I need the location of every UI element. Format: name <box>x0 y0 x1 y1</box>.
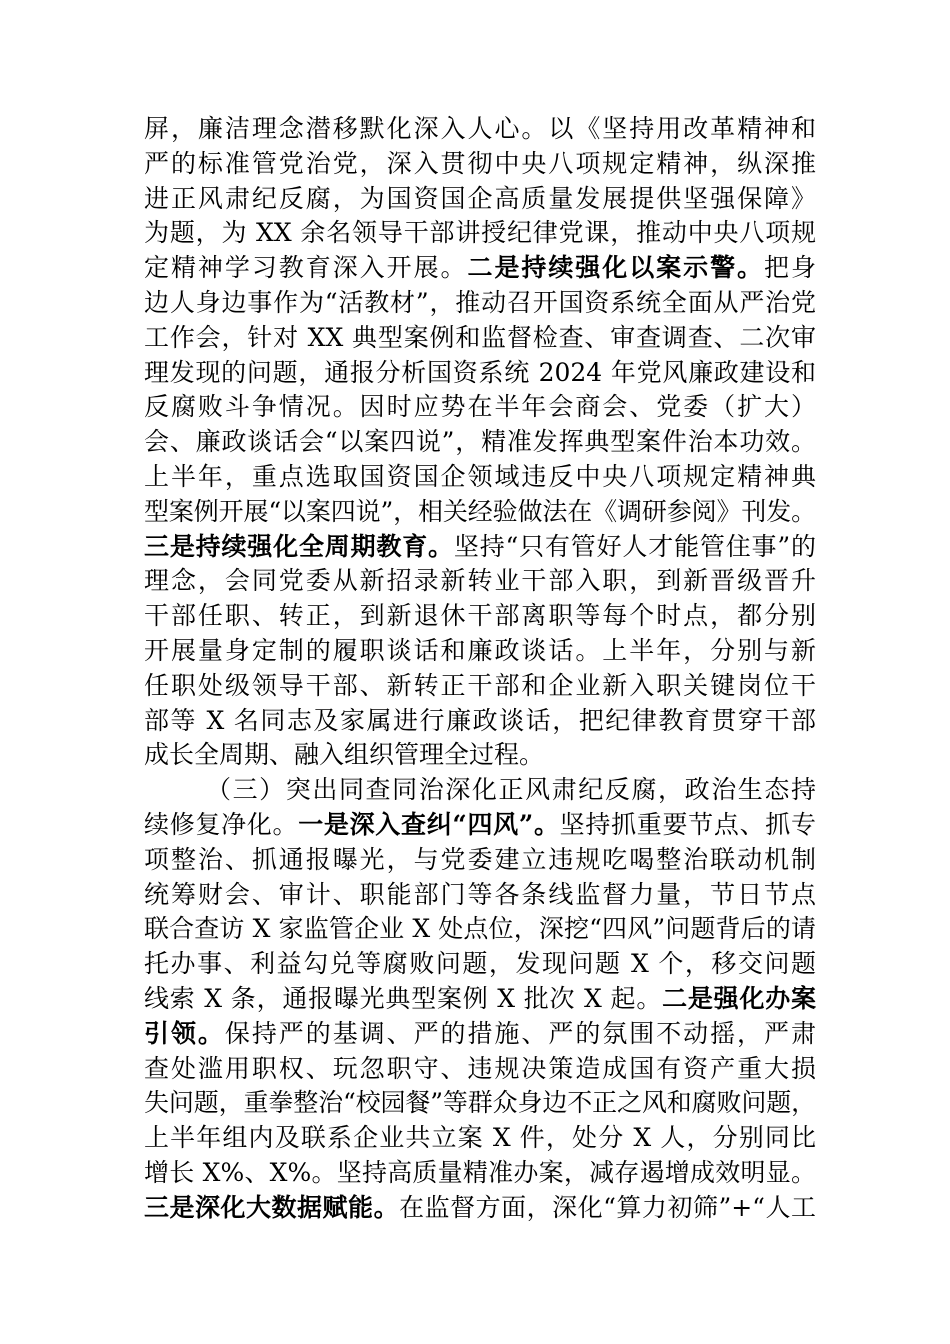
text-line <box>144 1052 816 1087</box>
text-line <box>144 669 816 704</box>
text-line <box>144 843 816 878</box>
text-segment: 增长 X%、X%。坚持高质量精准办案，减存遏增成效明显。 <box>144 1157 816 1187</box>
body-text <box>144 112 816 1226</box>
text-segment: 定精神学习教育深入开展。 <box>144 253 468 283</box>
text-segment: 坚持“只有管好人才能管住事”的 <box>453 531 816 561</box>
text-line <box>144 530 816 565</box>
text-segment: 保持严的基调、严的措施、严的氛围不动摇，严肃 <box>224 1018 816 1048</box>
text-segment: 把身 <box>764 253 816 283</box>
text-line <box>144 1121 816 1156</box>
text-line <box>144 216 816 251</box>
text-line <box>144 425 816 460</box>
text-line <box>144 495 816 530</box>
text-segment: 成长全周期、融入组织管理全过程。 <box>144 740 545 770</box>
bold-lead-phrase: 引领。 <box>144 1018 225 1048</box>
text-segment: 反腐败斗争情况。因时应势在半年会商会、党委（扩大） <box>144 392 816 422</box>
text-line <box>144 112 816 147</box>
text-segment: （三）突出同查同治深化正风肃纪反腐，政治生态持 <box>206 775 816 805</box>
text-segment: 理发现的问题，通报分析国资系统 2024 年党风廉政建设和 <box>144 357 816 387</box>
text-segment: 干部任职、转正，到新退休干部离职等每个时点，都分别 <box>144 601 816 631</box>
text-line <box>144 982 816 1017</box>
text-line <box>144 356 816 391</box>
text-segment: 工作会，针对 XX 典型案例和监督检查、审查调查、二次审 <box>144 322 816 352</box>
text-line <box>144 1017 816 1052</box>
text-segment: 续修复净化。 <box>144 809 299 839</box>
text-line <box>144 286 816 321</box>
text-line <box>144 251 816 286</box>
text-line <box>144 460 816 495</box>
text-segment: 项整治、抓通报曝光，与党委建立违规吃喝整治联动机制 <box>144 844 816 874</box>
text-line <box>144 808 816 843</box>
text-line <box>144 1086 816 1121</box>
text-segment: 失问题，重拳整治“校园餐”等群众身边不正之风和腐败问题， <box>144 1088 816 1118</box>
text-segment: 部等 X 名同志及家属进行廉政谈话，把纪律教育贯穿干部 <box>144 705 816 735</box>
bold-lead-phrase: 三是深化大数据赋能。 <box>144 1192 400 1222</box>
text-segment: 屏，廉洁理念潜移默化深入人心。以《坚持用改革精神和 <box>144 114 816 143</box>
bold-lead-phrase: 二是持续强化以案示警。 <box>467 253 765 283</box>
text-segment: 理念，会同党委从新招录新转业干部入职，到新晋级晋升 <box>144 566 816 596</box>
text-segment: 严的标准管党治党，深入贯彻中央八项规定精神，纵深推 <box>144 148 816 178</box>
text-segment: 会、廉政谈话会“以案四说”，精准发挥典型案件治本功效。 <box>144 427 816 457</box>
text-line <box>144 390 816 425</box>
text-line <box>144 321 816 356</box>
text-line <box>144 912 816 947</box>
text-line <box>144 599 816 634</box>
text-segment: 型案例开展“以案四说”，相关经验做法在《调研参阅》刊发。 <box>144 496 816 526</box>
text-segment: 联合查访 X 家监管企业 X 处点位，深挖“四风”问题背后的请 <box>144 914 816 944</box>
text-segment: 线索 X 条，通报曝光典型案例 X 批次 X 起。 <box>144 983 663 1013</box>
text-line <box>144 1156 816 1191</box>
text-segment: 托办事、利益勾兑等腐败问题，发现问题 X 个，移交问题 <box>144 949 816 979</box>
text-segment: 坚持抓重要节点、抓专 <box>559 809 816 839</box>
text-line <box>144 634 816 669</box>
text-line <box>144 704 816 739</box>
text-line <box>144 147 816 182</box>
bold-lead-phrase: 二是强化办案 <box>662 983 816 1013</box>
text-line <box>144 738 816 773</box>
text-segment: 进正风肃纪反腐，为国资国企高质量发展提供坚强保障》 <box>144 183 816 213</box>
text-segment: 为题，为 XX 余名领导干部讲授纪律党课，推动中央八项规 <box>144 218 816 248</box>
bold-lead-phrase: 三是持续强化全周期教育。 <box>144 531 454 561</box>
text-line <box>144 182 816 217</box>
text-line <box>144 878 816 913</box>
text-segment: 上半年组内及联系企业共立案 X 件，处分 X 人，分别同比 <box>144 1123 816 1153</box>
text-segment: 开展量身定制的履职谈话和廉政谈话。上半年，分别与新 <box>144 635 816 665</box>
text-segment: 边人身边事作为“活教材”，推动召开国资系统全面从严治党 <box>144 287 816 317</box>
text-segment: 在监督方面，深化“算力初筛”+“人工 <box>399 1192 816 1222</box>
text-segment: 任职处级领导干部、新转正干部和企业新入职关键岗位干 <box>144 670 816 700</box>
text-line <box>144 1191 816 1226</box>
bold-lead-phrase: 一是深入查纠“四风”。 <box>298 809 560 839</box>
text-segment: 统筹财会、审计、职能部门等各条线监督力量，节日节点 <box>144 879 816 909</box>
text-line <box>144 947 816 982</box>
text-line <box>144 564 816 599</box>
text-segment: 上半年，重点选取国资国企领域违反中央八项规定精神典 <box>144 461 816 491</box>
section-heading-line <box>144 773 816 808</box>
text-segment: 查处滥用职权、玩忽职守、违规决策造成国有资产重大损 <box>144 1053 816 1083</box>
